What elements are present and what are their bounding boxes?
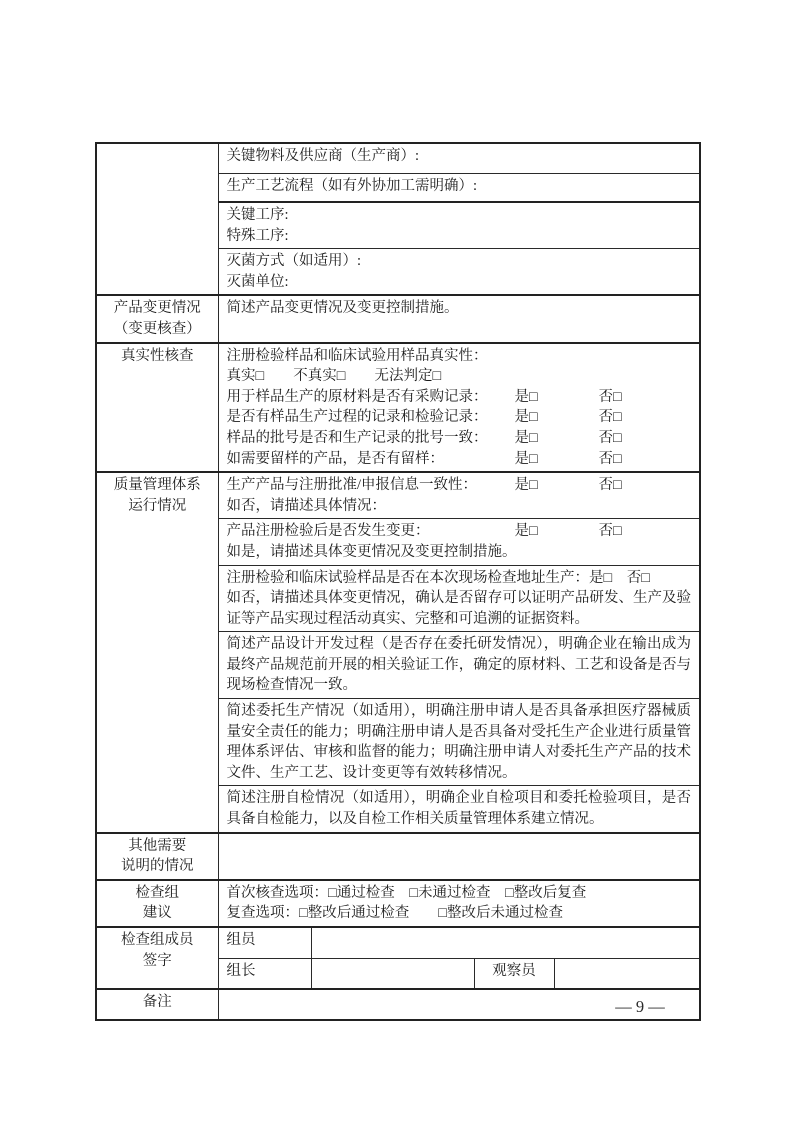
qms-post-test-change-question: 产品注册检验后是否发生变更： 是□ 否□ [227, 521, 692, 542]
section-label-signatures: 检查组成员 签字 [96, 927, 218, 989]
key-materials-cell [218, 143, 700, 173]
no-checkbox-label: 否□ [598, 429, 622, 446]
section-label-authenticity: 真实性核查 [96, 343, 218, 473]
other-notes-cell [218, 833, 700, 880]
section-label-advice: 检查组 建议 [96, 880, 218, 927]
no-checkbox-label: 否□ [598, 523, 622, 540]
process-flow-text: 生产工艺流程（如有外协加工需明确）: [226, 177, 478, 194]
qms-post-test-change-followup: 如是，请描述具体变更情况及变更控制措施。 [226, 543, 517, 560]
member-signature-cell [311, 927, 700, 958]
authenticity-line1: 注册检验样品和临床试验用样品真实性： [226, 347, 488, 364]
product-change-cell [218, 295, 700, 342]
no-checkbox-label: 否□ [598, 450, 622, 467]
observer-signature-cell [554, 958, 700, 989]
key-materials-text: 关键物料及供应商（生产商）: [226, 148, 420, 164]
section-label-product-change: 产品变更情况 （变更核查） [96, 295, 218, 342]
sterilization-cell [218, 249, 700, 296]
section-label-other: 其他需要 说明的情况 [96, 833, 218, 880]
authenticity-cell [218, 343, 700, 473]
page-number: — 9 — [615, 997, 665, 1016]
no-checkbox-label: 否□ [598, 388, 622, 405]
observer-label-cell: 观察员 [474, 958, 554, 989]
key-process-cell [218, 202, 700, 249]
sterilization-unit-text: 灭菌单位: [226, 273, 289, 290]
section-label-qms: 质量管理体系 运行情况 [96, 472, 218, 833]
section-label-continuation [96, 143, 218, 295]
yes-checkbox-label: 是□ [514, 450, 538, 467]
authenticity-options-line: 真实□ 不真实□ 无法判定□ [226, 368, 442, 385]
qms-site-production-question: 注册检验和临床试验样品是否在本次现场检查地址生产：是□ 否□ [226, 569, 651, 586]
qms-entrusted-production-cell: 简述委托生产情况（如适用），明确注册申请人是否具备承担医疗器械质量安全责任的能力；明确注册申请人是否具备对受托生产企业进行质量管理体系评估、审核和监督的能力；明确注册申请人对委托生产产品的技术文件、生产工艺、设计变更等有效转移情况。 [218, 699, 700, 786]
key-process-text: 关键工序: [226, 207, 289, 223]
sterilization-method-text: 灭菌方式（如适用）: [226, 253, 362, 270]
qms-consistency-cell [218, 472, 700, 519]
advice-cell [218, 880, 700, 927]
no-checkbox-label: 否□ [598, 477, 622, 494]
qms-design-dev-cell: 简述产品设计开发过程（是否存在委托研发情况），明确企业在输出成为最终产品规范前开展的相关验证工作，确定的原材料、工艺和设备是否与现场检查情况一致。 [218, 632, 700, 699]
leader-label-cell: 组长 [218, 958, 311, 989]
authenticity-q3: 样品的批号是否和生产记录的批号一致： 是□ 否□ [227, 428, 692, 449]
qms-consistency-followup: 如否，请描述具体情况： [226, 497, 386, 514]
leader-signature-cell [311, 958, 474, 989]
process-flow-cell [218, 173, 700, 202]
qms-site-production-followup: 如否，请描述具体变更情况，确认是否留存可以证明产品研发、生产及验证等产品实现过程活动真实、完整和可追溯的证据资料。 [226, 590, 692, 627]
yes-checkbox-label: 是□ [514, 523, 538, 540]
yes-checkbox-label: 是□ [514, 409, 538, 426]
authenticity-q1: 用于样品生产的原材料是否有采购记录： 是□ 否□ [227, 387, 692, 408]
section-label-remarks: 备注 [96, 989, 218, 1020]
authenticity-q2: 是否有样品生产过程的记录和检验记录： 是□ 否□ [227, 407, 692, 428]
yes-checkbox-label: 是□ [514, 429, 538, 446]
member-label-cell: 组员 [218, 927, 311, 958]
advice-recheck-options: 复查选项：□整改后通过检查 □整改后未通过检查 [226, 905, 564, 922]
authenticity-q4: 如需要留样的产品，是否有留样： 是□ 否□ [227, 449, 692, 470]
inspection-form-table [95, 142, 701, 1021]
yes-checkbox-label: 是□ [514, 388, 538, 405]
qms-consistency-question: 生产产品与注册批准/申报信息一致性： 是□ 否□ [227, 475, 692, 496]
advice-first-check-options: 首次核查选项：□通过检查 □未通过检查 □整改后复查 [226, 884, 587, 901]
qms-site-production-cell [218, 565, 700, 632]
yes-checkbox-label: 是□ [514, 477, 538, 494]
qms-post-test-change-cell [218, 519, 700, 565]
product-change-text: 简述产品变更情况及变更控制措施。 [226, 300, 459, 317]
special-process-text: 特殊工序: [226, 227, 289, 244]
no-checkbox-label: 否□ [598, 409, 622, 426]
qms-self-inspection-cell: 简述注册自检情况（如适用），明确企业自检项目和委托检验项目，是否具备自检能力，以及自检工作相关质量管理体系建立情况。 [218, 786, 700, 833]
